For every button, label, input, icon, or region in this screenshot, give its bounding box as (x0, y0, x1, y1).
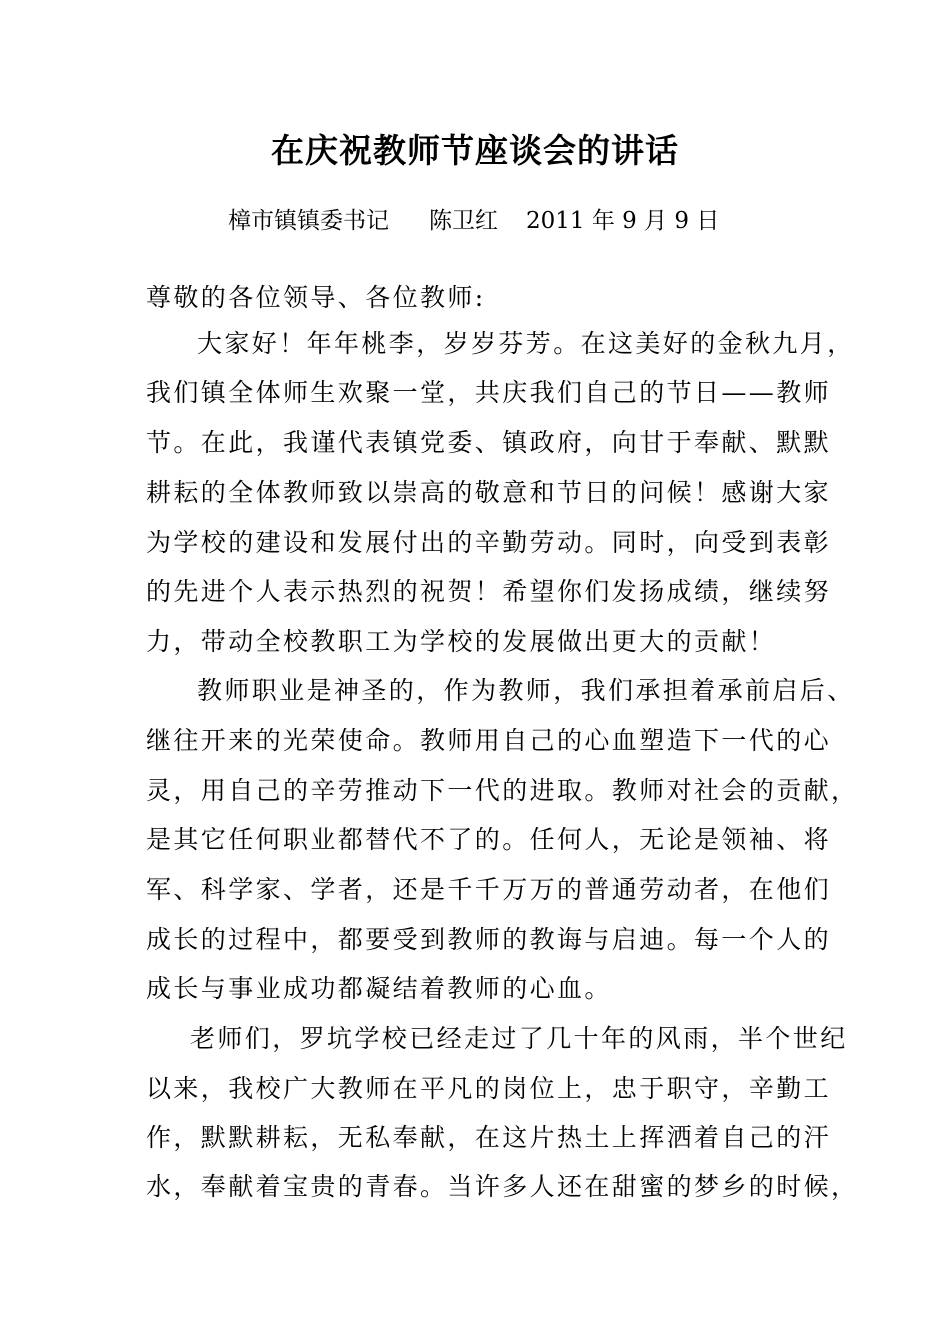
paragraph-2-line: 继往开来的光荣使命。教师用自己的心血塑造下一代的心 (146, 726, 832, 755)
document-title: 在庆祝教师节座谈会的讲话 (271, 131, 679, 170)
paragraph-2-line: 灵，用自己的辛劳推动下一代的进取。教师对社会的贡献， (146, 776, 859, 805)
author-name: 陈卫红 (429, 208, 498, 234)
paragraph-2-line: 是其它任何职业都替代不了的。任何人，无论是领袖、将 (146, 825, 832, 854)
paragraph-2-line: 成长与事业成功都凝结着教师的心血。 (146, 974, 612, 1003)
paragraph-2-line: 成长的过程中，都要受到教师的教诲与启迪。每一个人的 (146, 925, 832, 954)
paragraph-1-line: 为学校的建设和发展付出的辛勤劳动。同时，向受到表彰 (146, 528, 832, 557)
paragraph-1-line: 耕耘的全体教师致以崇高的敬意和节日的问候！感谢大家 (146, 478, 832, 507)
paragraph-3-line: 以来，我校广大教师在平凡的岗位上，忠于职守，辛勤工 (146, 1074, 832, 1103)
paragraph-1-line: 大家好！年年桃李，岁岁芬芳。在这美好的金秋九月， (197, 329, 855, 358)
speech-date: 2011 年 9 月 9 日 (526, 208, 720, 234)
paragraph-2-line: 军、科学家、学者，还是千千万万的普通劳动者，在他们 (146, 875, 832, 904)
paragraph-3-line: 老师们，罗坑学校已经走过了几十年的风雨，半个世纪 (190, 1024, 848, 1053)
author-position: 樟市镇镇委书记 (228, 208, 389, 234)
paragraph-1-line: 节。在此，我谨代表镇党委、镇政府，向甘于奉献、默默 (146, 428, 832, 457)
salutation: 尊敬的各位领导、各位教师: (146, 283, 486, 312)
paragraph-1-line: 的先进个人表示热烈的祝贺！希望你们发扬成绩，继续努 (146, 577, 832, 606)
paragraph-3-line: 作，默默耕耘，无私奉献，在这片热土上挥洒着自己的汗 (146, 1123, 832, 1152)
paragraph-2-line: 教师职业是神圣的，作为教师，我们承担着承前启后、 (197, 676, 855, 705)
paragraph-1-line: 力，带动全校教职工为学校的发展做出更大的贡献！ (146, 627, 777, 656)
byline (228, 201, 719, 241)
paragraph-1-line: 我们镇全体师生欢聚一堂，共庆我们自己的节日——教师 (146, 378, 832, 407)
paragraph-3-line: 水，奉献着宝贵的青春。当许多人还在甜蜜的梦乡的时候， (146, 1172, 859, 1201)
